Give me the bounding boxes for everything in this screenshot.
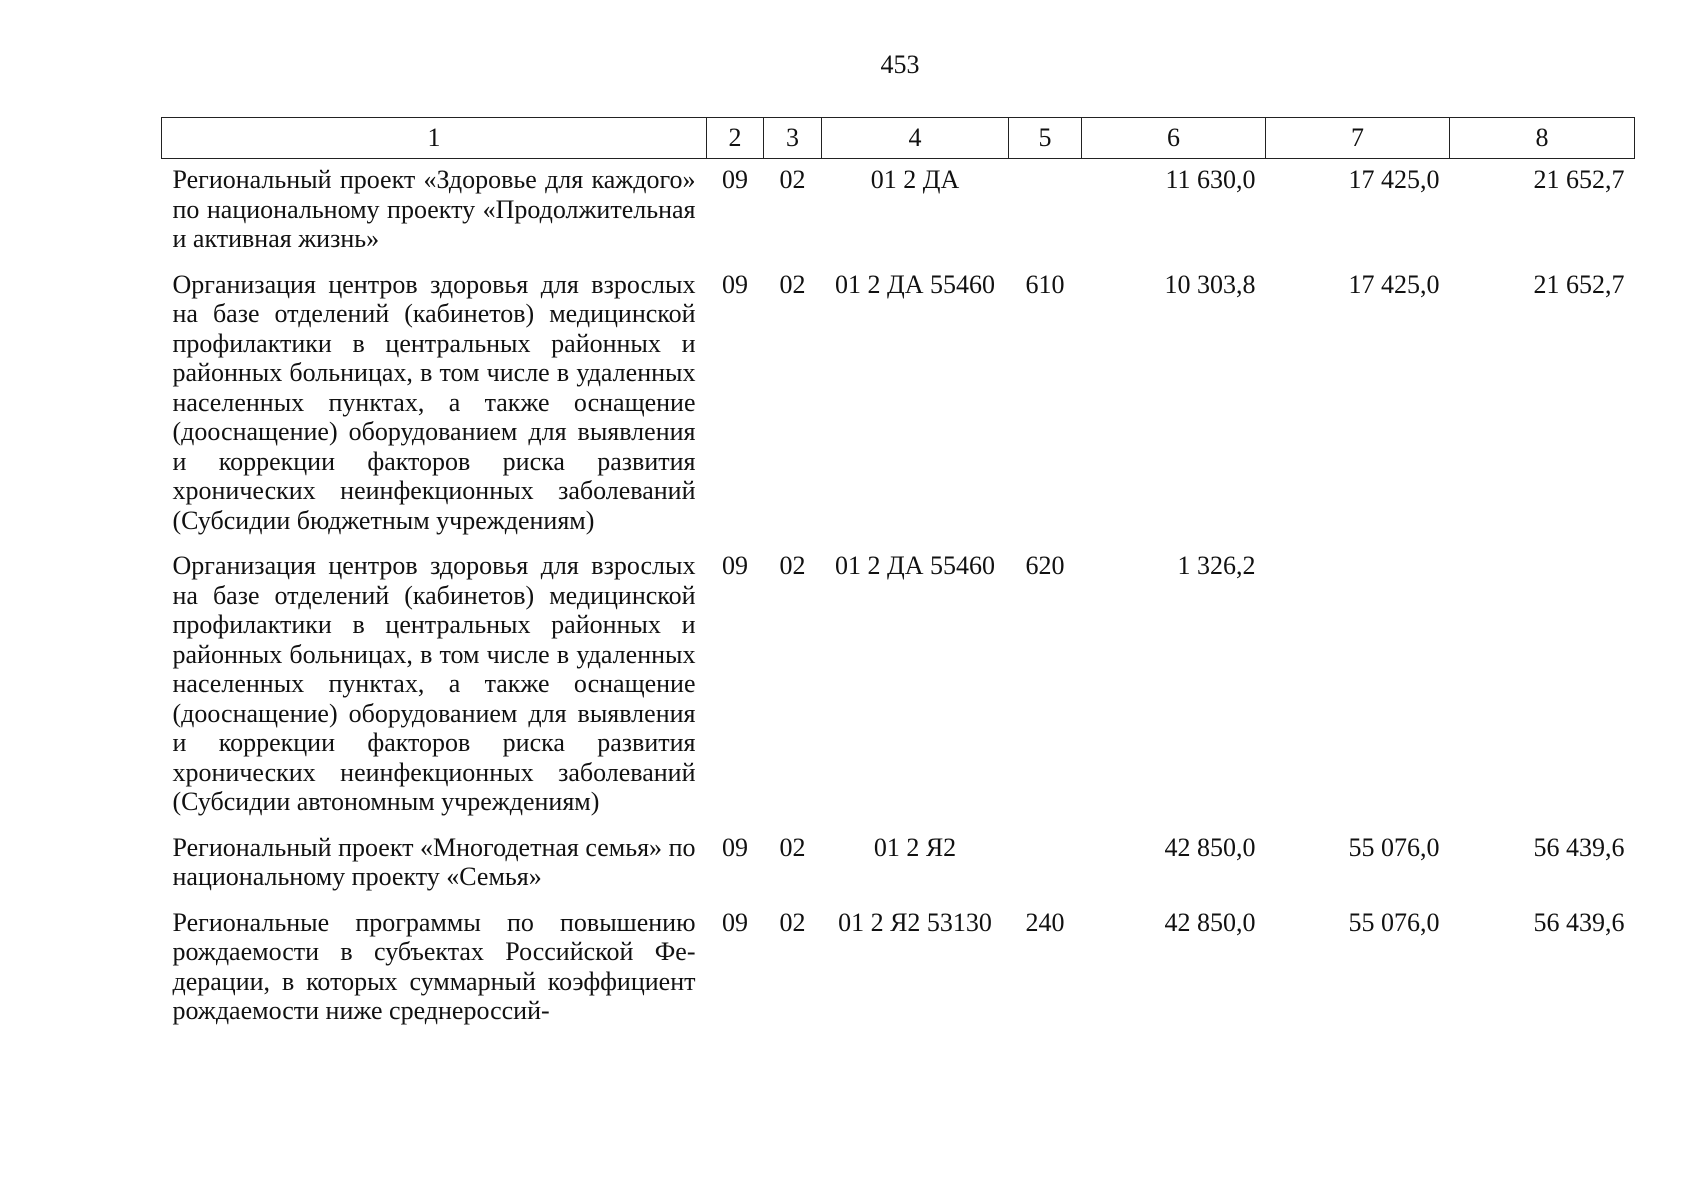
column-number-cell: 3 xyxy=(764,118,822,159)
target-article-cell: 01 2 ДА 55460 xyxy=(834,551,995,580)
column-number-cell: 1 xyxy=(162,118,707,159)
subsection-code-cell: 02 xyxy=(779,832,806,862)
row-name-cell: Региональные программы по повышению рождаемости в субъектах Российской Федерации, в которых суммарный коэффициент рождаемости ниже среднероссий- xyxy=(172,907,696,1025)
amount-cell-col8: 56 439,6 xyxy=(1533,907,1625,937)
expense-type-cell xyxy=(1009,159,1082,264)
section-code-cell: 09 xyxy=(722,907,748,937)
amount-cell-col6: 11 630,0 xyxy=(1165,165,1256,194)
amount-cell-col8 xyxy=(1450,545,1635,827)
amount-cell-col6: 1 326,2 xyxy=(1177,551,1256,580)
amount-cell-col7: 55 076,0 xyxy=(1348,832,1440,862)
page-number: 453 xyxy=(880,50,920,79)
expense-type-cell xyxy=(1009,827,1082,902)
table-row xyxy=(162,545,1635,827)
amount-cell-col8: 56 439,6 xyxy=(1533,832,1625,862)
target-article-cell: 01 2 Я2 xyxy=(873,832,957,862)
table-row xyxy=(162,159,1635,264)
target-article-cell: 01 2 Я2 53130 xyxy=(838,907,992,937)
amount-cell-col7: 17 425,0 xyxy=(1348,269,1440,299)
target-article-cell: 01 2 ДА xyxy=(870,165,960,194)
table-row xyxy=(162,827,1635,902)
row-name-cell: Региональный проект «Многодетная семья» по национальному проекту «Семья» xyxy=(172,832,696,891)
row-name-cell: Региональный проект «Здоровье для каждого» по национальному проекту «Продолжительная и активная жизнь» xyxy=(172,165,696,253)
column-number-cell: 6 xyxy=(1082,118,1266,159)
amount-cell-col6: 42 850,0 xyxy=(1164,907,1256,937)
subsection-code-cell: 02 xyxy=(779,269,806,299)
table-row xyxy=(162,264,1635,546)
amount-cell-col6: 10 303,8 xyxy=(1164,269,1256,299)
amount-cell-col8: 21 652,7 xyxy=(1533,165,1625,194)
expense-type-cell: 610 xyxy=(1025,269,1065,299)
amount-cell-col7: 17 425,0 xyxy=(1348,165,1440,194)
expense-type-cell: 620 xyxy=(1025,551,1065,580)
column-number-cell: 4 xyxy=(822,118,1009,159)
expense-type-cell: 240 xyxy=(1025,907,1065,937)
table-row xyxy=(162,902,1635,1036)
section-code-cell: 09 xyxy=(722,832,748,862)
target-article-cell: 01 2 ДА 55460 xyxy=(834,269,995,299)
section-code-cell: 09 xyxy=(722,269,748,299)
column-number-cell: 5 xyxy=(1009,118,1082,159)
amount-cell-col6: 42 850,0 xyxy=(1164,832,1256,862)
row-name-cell: Организация центров здоровья для взрослых на базе отделений (кабинетов) медицинской профилактики в центральных районных и районных больницах, в том числе в удаленных населенных пунктах, а также оснащение (дооснащение) оборудованием для выявления и коррекции факторов риска развития хронических неинфекционных заболеваний (Субсидии бюджетным учреждениям) xyxy=(172,269,696,535)
section-code-cell: 09 xyxy=(722,165,748,194)
subsection-code-cell: 02 xyxy=(779,551,806,580)
column-number-cell: 2 xyxy=(707,118,764,159)
section-code-cell: 09 xyxy=(722,551,748,580)
amount-cell-col7 xyxy=(1266,545,1450,827)
row-name-cell: Организация центров здоровья для взрослых на базе отделений (кабинетов) медицинской профилактики в центральных районных и районных больницах, в том числе в удаленных населенных пунктах, а также оснащение (дооснащение) оборудованием для выявления и коррекции факторов риска развития хронических неинфекционных заболеваний (Субсидии автономным учреждениям) xyxy=(172,551,696,816)
amount-cell-col7: 55 076,0 xyxy=(1348,907,1440,937)
subsection-code-cell: 02 xyxy=(779,165,806,194)
subsection-code-cell: 02 xyxy=(779,907,806,937)
column-number-cell: 8 xyxy=(1450,118,1635,159)
budget-table xyxy=(161,117,1635,1036)
amount-cell-col8: 21 652,7 xyxy=(1533,269,1625,299)
column-number-cell: 7 xyxy=(1266,118,1450,159)
column-number-row xyxy=(162,118,1635,159)
